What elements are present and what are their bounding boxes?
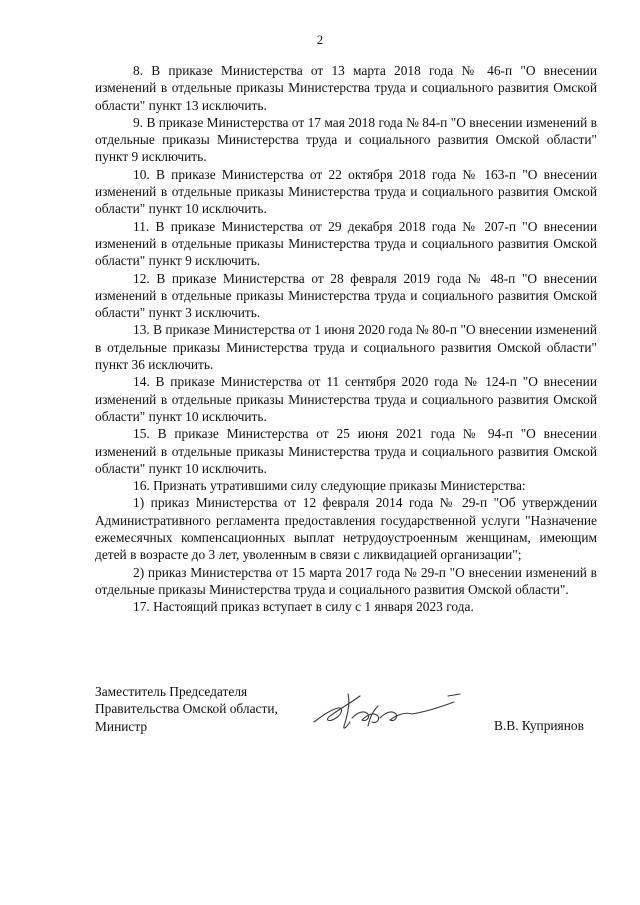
paragraph-12: 12. В приказе Министерства от 28 февраля 2019 года № 48-п "О внесении изменений в отдельные приказы Министерства труда и социального развития Омской области" пункт 3 исключить.: [95, 270, 597, 321]
document-body: [95, 62, 597, 616]
signatory-name: В.В. Куприянов: [494, 718, 584, 733]
signatory-position-line: Министр: [95, 718, 148, 734]
paragraph-9: 9. В приказе Министерства от 17 мая 2018 года № 84-п "О внесении изменений в отдельные приказы Министерства труда и социального развития Омской области" пункт 9 исключить.: [95, 114, 597, 165]
paragraph-8: 8. В приказе Министерства от 13 марта 2018 года № 46-п "О внесении изменений в отдельные приказы Министерства труда и социального развития Омской области" пункт 13 исключить.: [95, 63, 597, 113]
paragraph-16-item-1: 1) приказ Министерства от 12 февраля 2014 года № 29-п "Об утверждении Административного регламента предоставления государственной услуги "Назначение ежемесячных компенсационных выплат нетрудоустроенным женщинам, имеющим детей в возрасте до 3 лет, уволенным в связи с ликвидацией организации";: [95, 495, 597, 563]
signatory-position: [95, 683, 278, 735]
paragraph-10: 10. В приказе Министерства от 22 октября 2018 года № 163-п "О внесении изменений в отдельные приказы Министерства труда и социального развития Омской области" пункт 10 исключить.: [95, 166, 597, 217]
paragraph-14: 14. В приказе Министерства от 11 сентября 2020 года № 124-п "О внесении изменений в отдельные приказы Министерства труда и социального развития Омской области" пункт 10 исключить.: [95, 374, 597, 424]
signatory-position-line: Заместитель Председателя: [95, 684, 248, 699]
signatory-position-line: Правительства Омской области,: [95, 701, 278, 717]
paragraph-16-item-2: 2) приказ Министерства от 15 марта 2017 года № 29-п "О внесении изменений в отдельные приказы Министерства труда и социального развития Омской области".: [95, 564, 597, 597]
paragraph-13: 13. В приказе Министерства от 1 июня 2020 года № 80-п "О внесении изменений в отдельные приказы Министерства труда и социального развития Омской области" пункт 36 исключить.: [95, 322, 597, 373]
page-number: 2: [316, 32, 324, 47]
paragraph-11: 11. В приказе Министерства от 29 декабря 2018 года № 207-п "О внесении изменений в отдельные приказы Министерства труда и социального развития Омской области" пункт 9 исключить.: [95, 218, 597, 269]
paragraph-17: 17. Настоящий приказ вступает в силу с 1 января 2023 года.: [133, 599, 474, 615]
paragraph-16: 16. Признать утратившими силу следующие приказы Министерства:: [133, 478, 526, 494]
handwritten-signature: [308, 688, 468, 736]
paragraph-15: 15. В приказе Министерства от 25 июня 2021 года № 94-п "О внесении изменений в отдельные приказы Министерства труда и социального развития Омской области" пункт 10 исключить.: [95, 426, 597, 476]
